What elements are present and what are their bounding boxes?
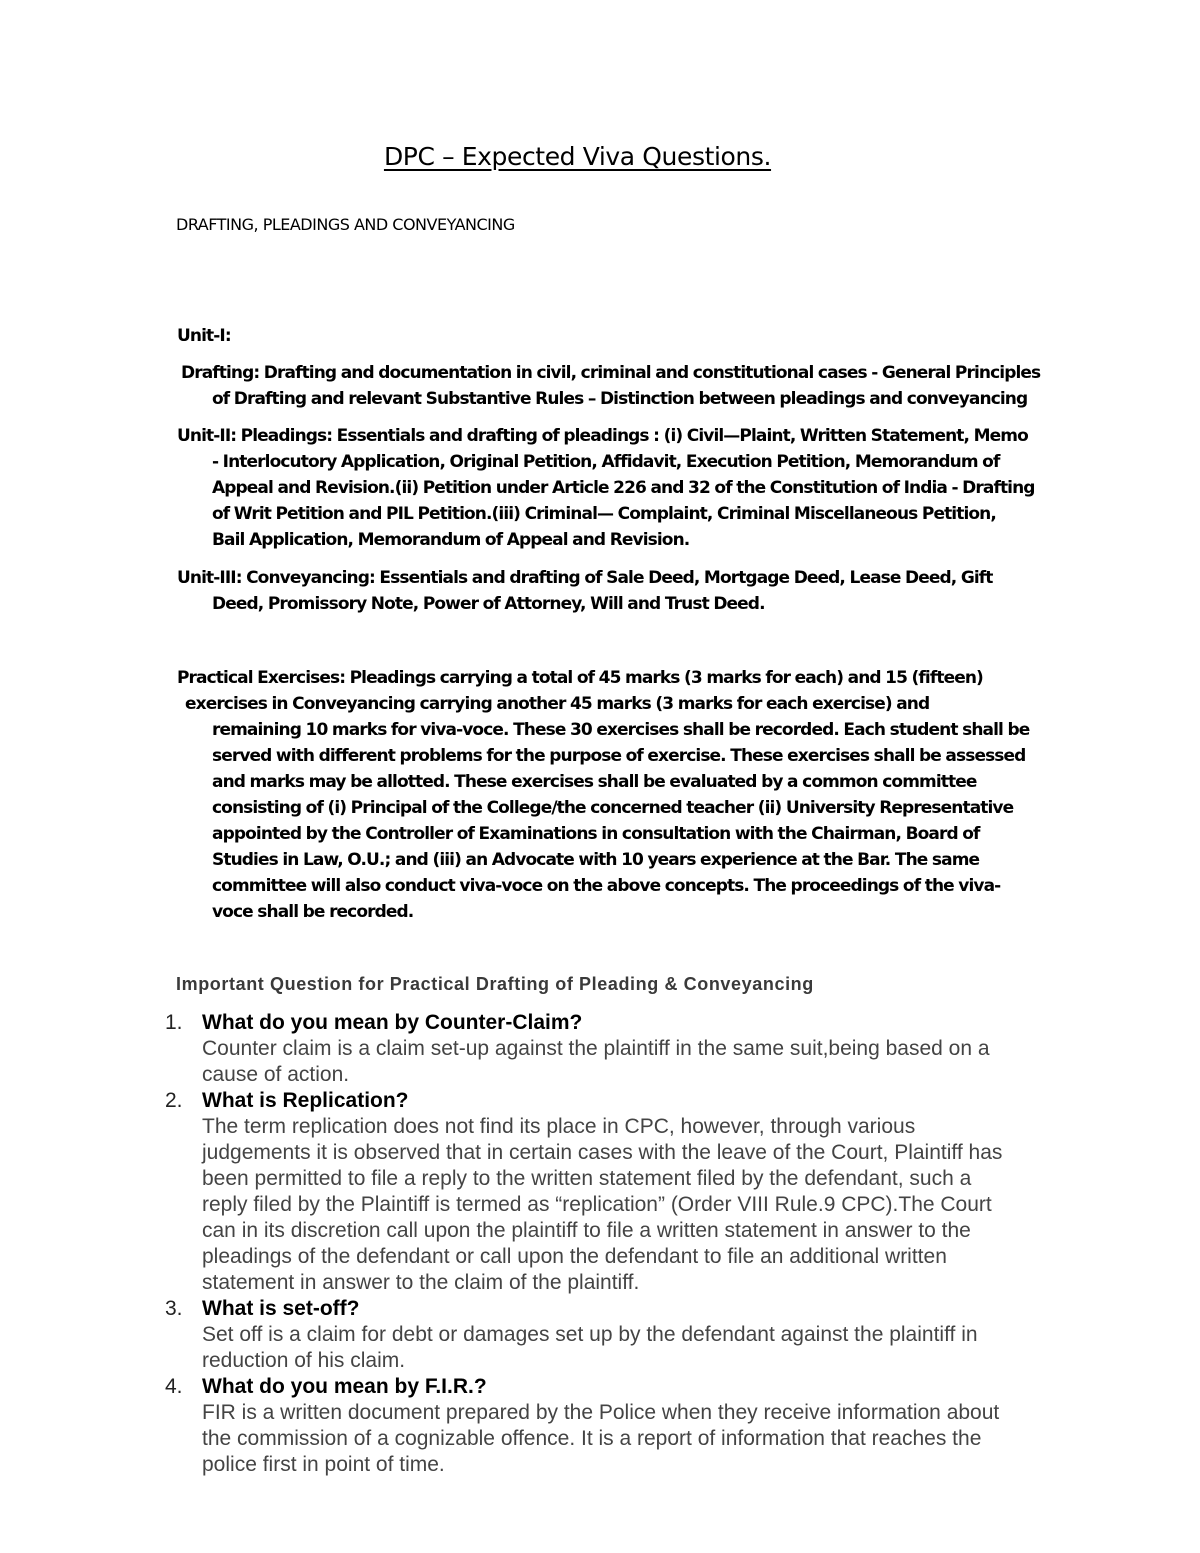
unit-3-line: Deed, Promissory Note, Power of Attorney, Will and Trust Deed. xyxy=(212,594,765,614)
practical-line: exercises in Conveyancing carrying another 45 marks (3 marks for each exercise) and xyxy=(185,694,930,714)
unit-3-line: Unit-III: Conveyancing: Essentials and drafting of Sale Deed, Mortgage Deed, Lease Deed, Gift xyxy=(177,568,993,588)
question-title: What do you mean by Counter-Claim? xyxy=(202,1011,583,1034)
unit-2-line: - Interlocutory Application, Original Petition, Affidavit, Execution Petition, Memorandum of xyxy=(212,452,1000,472)
practical-line: Practical Exercises: Pleadings carrying a total of 45 marks (3 marks for each) and 15 (fifteen) xyxy=(177,668,983,688)
unit-2-line: of Writ Petition and PIL Petition.(iii) Criminal— Complaint, Criminal Miscellaneous Petition, xyxy=(212,504,996,524)
question-title: What is Replication? xyxy=(202,1089,409,1112)
question-answer: Counter claim is a claim set-up against the plaintiff in the same suit,being based on a cause of action. xyxy=(202,1037,990,1086)
document-title: DPC – Expected Viva Questions. xyxy=(383,142,772,171)
practical-line: served with different problems for the purpose of exercise. These exercises shall be assessed xyxy=(212,746,1026,766)
drafting-line: Drafting: Drafting and documentation in civil, criminal and constitutional cases - General Principles xyxy=(181,363,1041,383)
questions-heading: Important Question for Practical Drafting of Pleading & Conveyancing xyxy=(176,974,814,994)
drafting-paragraph xyxy=(177,360,1077,412)
unit-3-paragraph xyxy=(177,565,1077,617)
question-item xyxy=(165,1088,1085,1296)
unit-2-line: Appeal and Revision.(ii) Petition under Article 226 and 32 of the Constitution of India - Drafting xyxy=(212,478,1035,498)
unit-2-line: Bail Application, Memorandum of Appeal and Revision. xyxy=(212,530,690,550)
question-answer: Set off is a claim for debt or damages set up by the defendant against the plaintiff in reduction of his claim. xyxy=(202,1323,978,1372)
question-title: What do you mean by F.I.R.? xyxy=(202,1375,487,1398)
question-number: 4. xyxy=(165,1375,183,1398)
document-subtitle: DRAFTING, PLEADINGS AND CONVEYANCING xyxy=(176,215,515,234)
practical-line: Studies in Law, O.U.; and (iii) an Advocate with 10 years experience at the Bar. The same xyxy=(212,850,980,870)
question-answer: The term replication does not find its place in CPC, however, through various judgements it is observed that in certain cases with the leave of the Court, Plaintiff has been permitted to file a reply to the written statement filed by the defendant, such a reply filed by the Plaintiff is termed as “replication” (Order VIII Rule.9 CPC).The Court can in its discretion call upon the plaintiff to file a written statement in answer to the pleadings of the defendant or call upon the defendant to file an additional written statement in answer to the claim of the plaintiff. xyxy=(202,1115,1003,1294)
practical-line: committee will also conduct viva-voce on the above concepts. The proceedings of the viva- xyxy=(212,876,1001,896)
questions-list xyxy=(165,1010,1085,1478)
question-title: What is set-off? xyxy=(202,1297,360,1320)
unit-2-paragraph xyxy=(177,423,1077,553)
unit-2-line: Unit-II: Pleadings: Essentials and drafting of pleadings : (i) Civil—Plaint, Written Statement, Memo xyxy=(177,426,1028,446)
question-item xyxy=(165,1296,1085,1374)
question-item xyxy=(165,1010,1085,1088)
question-number: 2. xyxy=(165,1089,183,1112)
practical-line: and marks may be allotted. These exercises shall be evaluated by a common committee xyxy=(212,772,977,792)
practical-line: consisting of (i) Principal of the College/the concerned teacher (ii) University Representative xyxy=(212,798,1014,818)
practical-line: remaining 10 marks for viva-voce. These 30 exercises shall be recorded. Each student shall be xyxy=(212,720,1030,740)
unit-1-heading: Unit-I: xyxy=(177,326,231,346)
question-answer: FIR is a written document prepared by the Police when they receive information about the commission of a cognizable offence. It is a report of information that reaches the police first in point of time. xyxy=(202,1401,1000,1476)
drafting-line: of Drafting and relevant Substantive Rules – Distinction between pleadings and conveyancing xyxy=(212,389,1028,409)
practical-exercises-paragraph xyxy=(177,665,1077,925)
practical-line: voce shall be recorded. xyxy=(212,902,414,922)
question-number: 3. xyxy=(165,1297,183,1320)
question-item xyxy=(165,1374,1085,1478)
question-number: 1. xyxy=(165,1011,183,1034)
practical-line: appointed by the Controller of Examinations in consultation with the Chairman, Board of xyxy=(212,824,980,844)
